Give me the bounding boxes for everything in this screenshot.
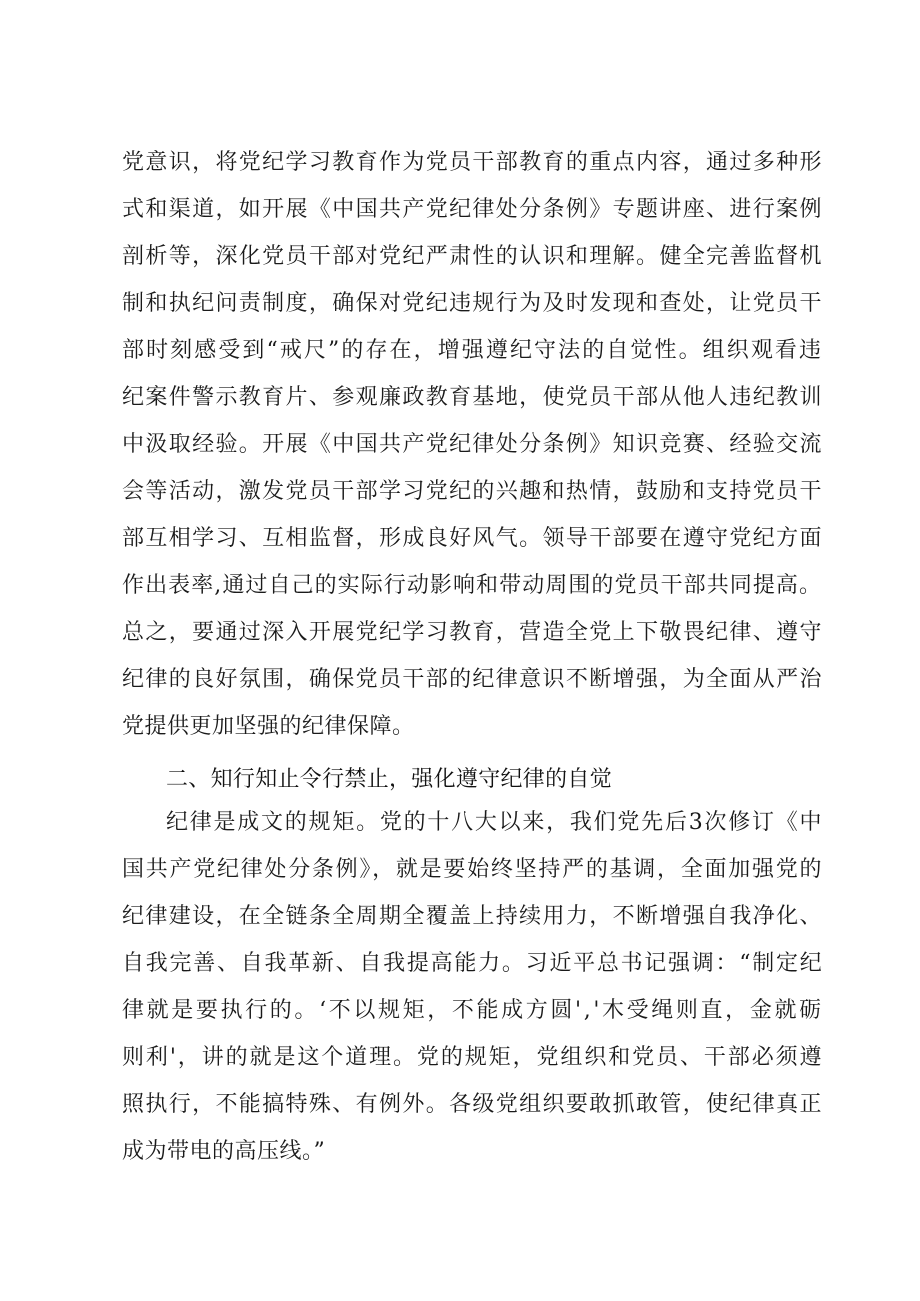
paragraph-line: 会等活动，激发党员干部学习党纪的兴趣和热情，鼓励和支持党员干 (122, 479, 823, 504)
paragraph-line: 照执行，不能搞特殊、有例外。各级党组织要敢抓敢管，使纪律真正 (122, 1092, 823, 1117)
paragraph-line: 部时刻感受到“戒尺”的存在，增强遵纪守法的自觉性。组织观看违 (122, 338, 824, 363)
paragraph-line: 部互相学习、互相监督，形成良好风气。领导干部要在遵守党纪方面 (122, 526, 823, 551)
paragraph-line: 纪案件警示教育片、参观廉政教育基地，使党员干部从他人违纪教训 (122, 385, 823, 410)
paragraph-line: 自我完善、自我革新、自我提高能力。习近平总书记强调：“制定纪 (122, 951, 824, 976)
paragraph-line: 式和渠道，如开展《中国共产党纪律处分条例》专题讲座、进行案例 (122, 197, 823, 222)
paragraph-line: 剖析等，深化党员干部对党纪严肃性的认识和理解。健全完善监督机 (122, 244, 823, 269)
paragraph-line: 总之，要通过深入开展党纪学习教育，营造全党上下敬畏纪律、遵守 (122, 620, 823, 645)
paragraph-line: 纪律是成文的规矩。党的十八大以来，我们党先后3次修订《中 (166, 810, 824, 835)
paragraph-line: 中汲取经验。开展《中国共产党纪律处分条例》知识竞赛、经验交流 (122, 432, 823, 457)
paragraph-line: 国共产党纪律处分条例》，就是要始终坚持严的基调，全面加强党的 (122, 857, 824, 882)
paragraph-line: 纪律建设，在全链条全周期全覆盖上持续用力，不断增强自我净化、 (122, 904, 823, 929)
paragraph-line: 纪律的良好氛围，确保党员干部的纪律意识不断增强，为全面从严治 (122, 667, 823, 692)
paragraph-line: 律就是要执行的。‘不以规矩，不能成方圆','木受绳则直，金就砺 (122, 998, 824, 1023)
paragraph-line: 作出表率,通过自己的实际行动影响和带动周围的党员干部共同提高。 (122, 573, 823, 598)
paragraph-line: 成为带电的高压线。” (122, 1139, 326, 1164)
paragraph-line: 党意识，将党纪学习教育作为党员干部教育的重点内容，通过多种形 (122, 150, 823, 175)
paragraph-line: 制和执纪问责制度，确保对党纪违规行为及时发现和查处，让党员干 (122, 291, 823, 316)
section-heading: 二、知行知止令行禁止，强化遵守纪律的自觉 (166, 767, 613, 792)
paragraph-line: 则利'，讲的就是这个道理。党的规矩，党组织和党员、干部必须遵 (122, 1045, 824, 1070)
paragraph-line: 党提供更加坚强的纪律保障。 (122, 714, 415, 739)
